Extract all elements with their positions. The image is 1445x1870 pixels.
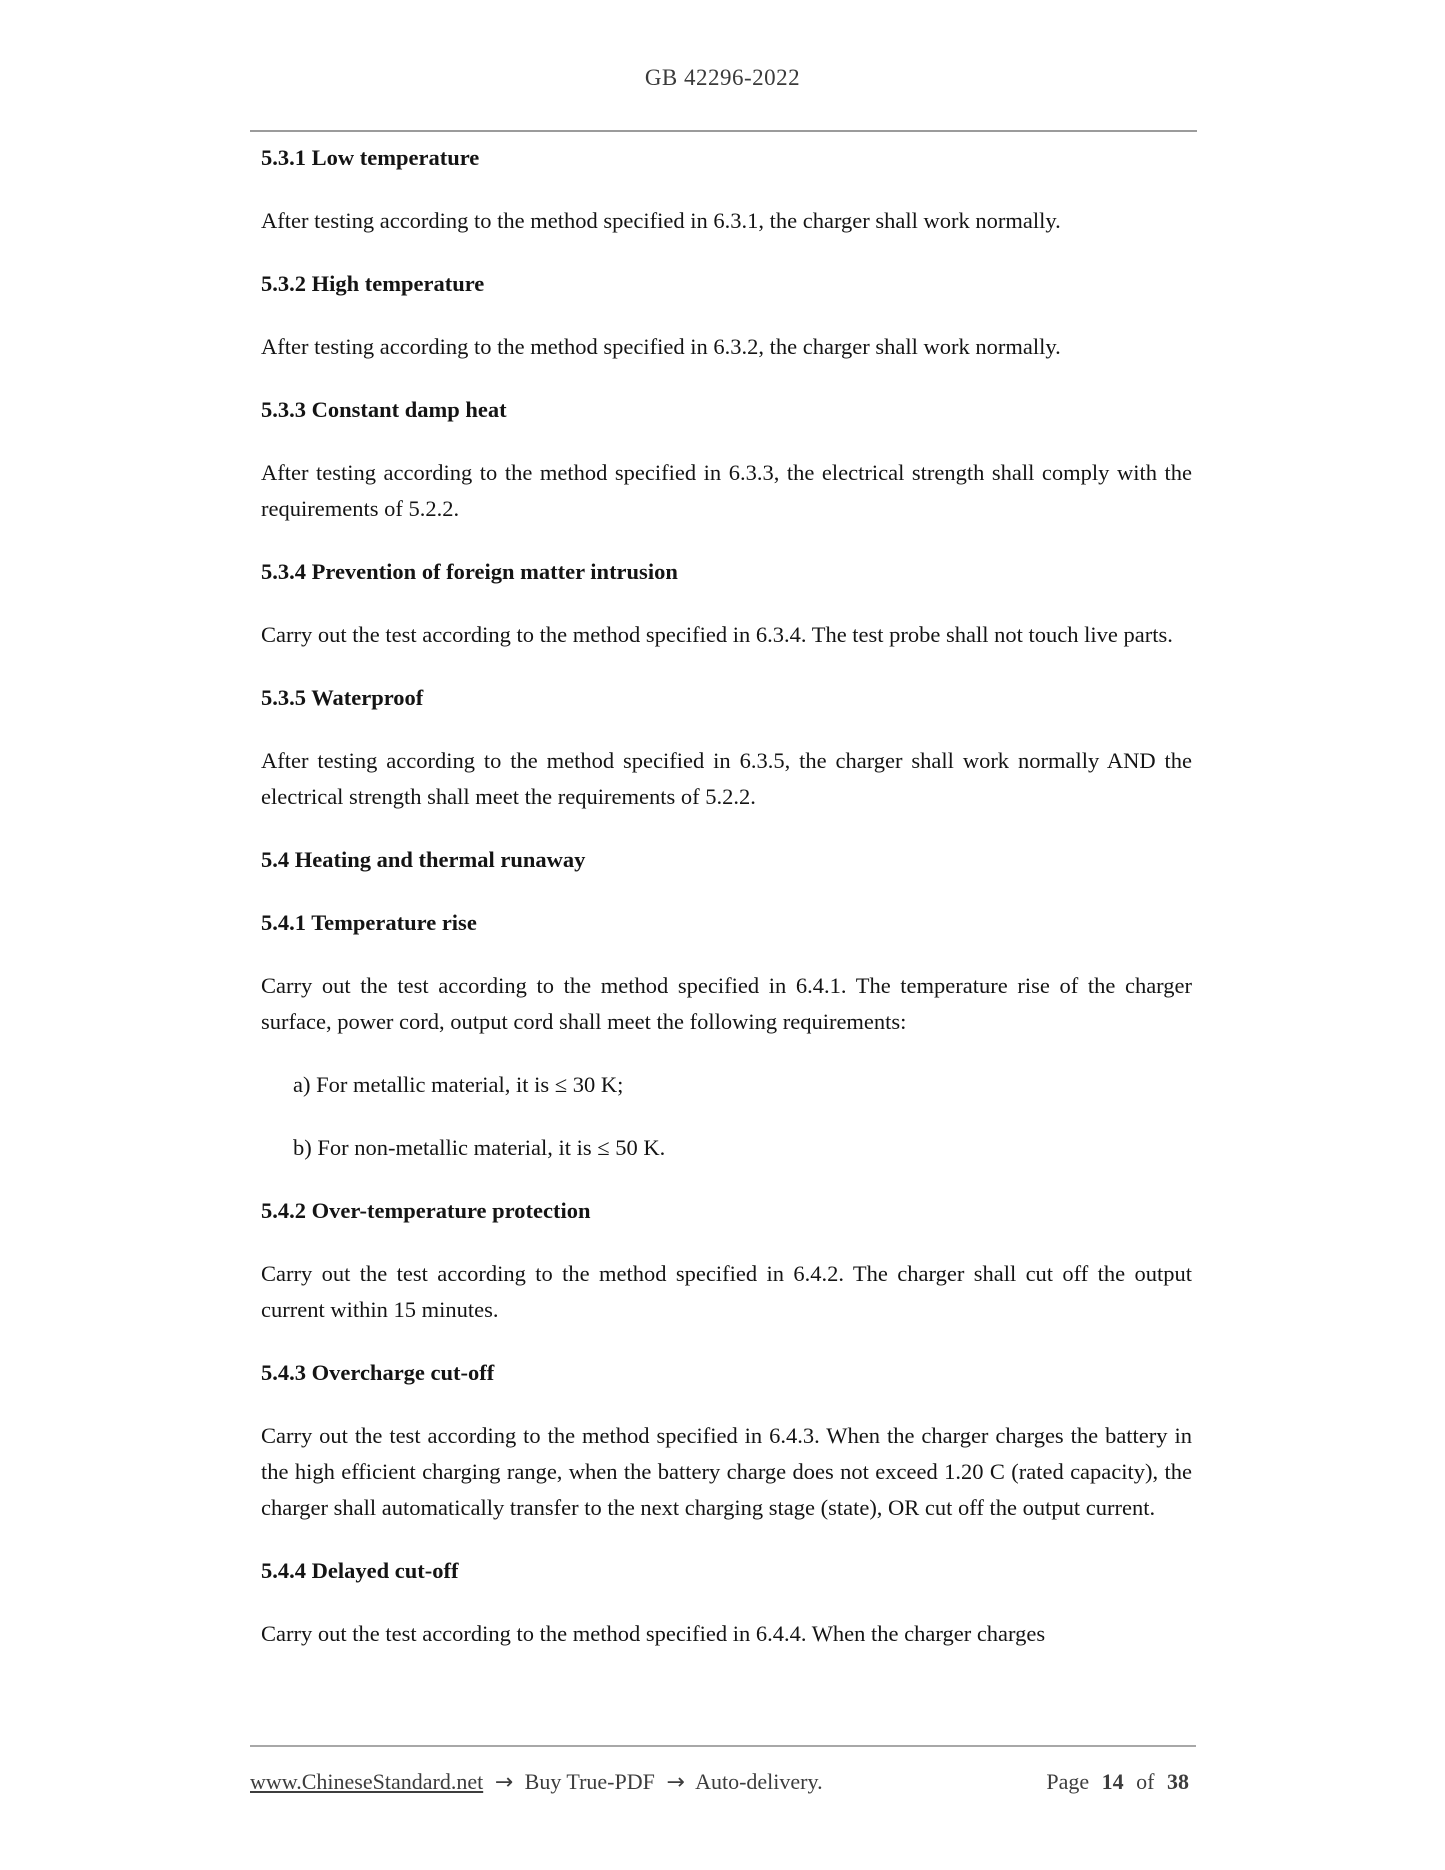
footer-source-line [250,1767,829,1798]
paragraph-5-4-2: Carry out the test according to the method specified in 6.4.2. The charger shall cut off the output current within 15 minutes. [261,1261,1192,1322]
paragraph-5-3-3: After testing according to the method specified in 6.3.3, the electrical strength shall comply with the requirements of 5.2.2. [261,460,1192,521]
paragraph-5-3-1: After testing according to the method specified in 6.3.1, the charger shall work normally. [261,208,1061,233]
heading-5-3-1: 5.3.1 Low temperature [261,145,480,170]
auto-delivery-label: Auto-delivery. [695,1769,823,1794]
paragraph-5-4-4: Carry out the test according to the method specified in 6.4.4. When the charger charges [261,1621,1046,1646]
footer-divider [250,1745,1196,1747]
heading-5-4: 5.4 Heating and thermal runaway [261,847,586,872]
heading-5-3-3: 5.3.3 Constant damp heat [261,397,507,422]
page-counter [1046,1767,1196,1797]
list-item-b: b) For non-metallic material, it is ≤ 50 K. [293,1135,666,1160]
heading-5-3-4: 5.3.4 Prevention of foreign matter intrusion [261,559,678,584]
heading-5-4-3: 5.4.3 Overcharge cut-off [261,1360,495,1385]
heading-5-4-1: 5.4.1 Temperature rise [261,910,477,935]
standard-code-header: GB 42296-2022 [644,65,801,90]
right-arrow-icon: → [666,1770,685,1795]
page-word: Page [1046,1769,1090,1794]
paragraph-5-3-5: After testing according to the method specified in 6.3.5, the charger shall work normally AND the electrical strength shall meet the requirements of 5.2.2. [261,748,1192,809]
paragraph-5-4-3: Carry out the test according to the method specified in 6.4.3. When the charger charges the battery in the high efficient charging range, when the battery charge does not exceed 1.20 C (rated capacity), the charger shall automatically transfer to the next charging stage (state), OR cut off the output current. [261,1423,1192,1520]
page-total: 38 [1167,1769,1189,1794]
heading-5-4-2: 5.4.2 Over-temperature protection [261,1198,591,1223]
paragraph-5-4-1: Carry out the test according to the method specified in 6.4.1. The temperature rise of the charger surface, power cord, output cord shall meet the following requirements: [261,973,1192,1034]
document-body [261,140,1192,1652]
heading-5-4-4: 5.4.4 Delayed cut-off [261,1558,459,1583]
paragraph-5-3-2: After testing according to the method specified in 6.3.2, the charger shall work normally. [261,334,1061,359]
of-word: of [1136,1769,1155,1794]
buy-true-pdf-label: Buy True-PDF [524,1769,655,1794]
heading-5-3-2: 5.3.2 High temperature [261,271,485,296]
chinesestandard-link[interactable]: www.ChineseStandard.net [250,1769,484,1794]
right-arrow-icon: → [494,1770,514,1795]
list-item-a: a) For metallic material, it is ≤ 30 K; [293,1072,624,1097]
paragraph-5-3-4: Carry out the test according to the method specified in 6.3.4. The test probe shall not touch live parts. [261,622,1173,647]
header-divider [250,130,1197,132]
page-current: 14 [1101,1769,1124,1794]
heading-5-3-5: 5.3.5 Waterproof [261,685,424,710]
page-footer [250,1745,1196,1798]
